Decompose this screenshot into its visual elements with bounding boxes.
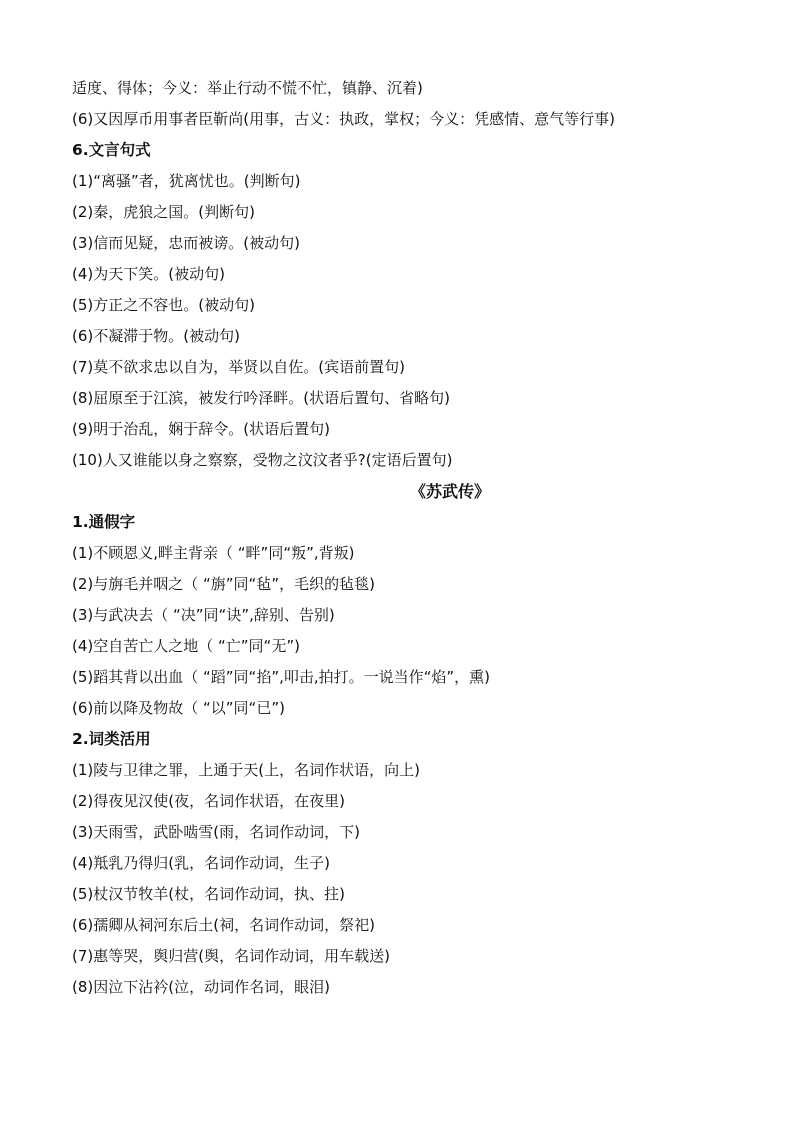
cilei-item: (5)杖汉节牧羊(杖，名词作动词，执、拄) bbox=[72, 885, 345, 903]
tongjia-item: (3)与武决去（ “决”同“诀”,辞别、告别) bbox=[72, 606, 335, 624]
tongjia-item: (5)蹈其背以出血（ “蹈”同“掐”,叩击,拍打。一说当作“焰”，熏) bbox=[72, 668, 491, 686]
syntax-item: (5)方正之不容也。(被动句) bbox=[72, 296, 255, 314]
cilei-item: (2)得夜见汉使(夜，名词作状语，在夜里) bbox=[72, 792, 345, 810]
text-line: (6)又因厚币用事者臣靳尚(用事，古义：执政，掌权；今义：凭感情、意气等行事) bbox=[72, 110, 615, 128]
syntax-item: (7)莫不欲求忠以自为，举贤以自佐。(宾语前置句) bbox=[72, 358, 405, 376]
syntax-item: (6)不凝滞于物。(被动句) bbox=[72, 327, 240, 345]
syntax-item: (2)秦，虎狼之国。(判断句) bbox=[72, 203, 255, 221]
syntax-item: (4)为天下笑。(被动句) bbox=[72, 265, 225, 283]
text-line: 适度、得体；今义：举止行动不慌不忙，镇静、沉着) bbox=[72, 79, 423, 97]
cilei-item: (1)陵与卫律之罪，上通于天(上，名词作状语，向上) bbox=[72, 761, 420, 779]
syntax-item: (3)信而见疑，忠而被谤。(被动句) bbox=[72, 234, 300, 252]
syntax-item: (10)人又谁能以身之察察，受物之汶汶者乎?(定语后置句) bbox=[72, 451, 453, 469]
section-heading-cilei: 2.词类活用 bbox=[72, 730, 151, 748]
tongjia-item: (4)空自苦亡人之地（ “亡”同“无”) bbox=[72, 637, 300, 655]
syntax-item: (9)明于治乱，娴于辞令。(状语后置句) bbox=[72, 420, 330, 438]
document-page bbox=[72, 73, 732, 1003]
tongjia-item: (2)与旃毛并咽之（ “旃”同“毡”，毛织的毡毯) bbox=[72, 575, 375, 593]
cilei-item: (6)孺卿从祠河东后土(祠，名词作动词，祭祀) bbox=[72, 916, 375, 934]
tongjia-item: (6)前以降及物故（ “以”同“已”) bbox=[72, 699, 285, 717]
section-heading-syntax: 6.文言句式 bbox=[72, 141, 151, 159]
section-heading-tongjia: 1.通假字 bbox=[72, 513, 136, 531]
tongjia-item: (1)不顾恩义,畔主背亲（ “畔”同“叛”,背叛) bbox=[72, 544, 355, 562]
syntax-item: (8)屈原至于江滨，被发行吟泽畔。(状语后置句、省略句) bbox=[72, 389, 450, 407]
cilei-item: (3)天雨雪，武卧啮雪(雨，名词作动词，下) bbox=[72, 823, 360, 841]
syntax-item: (1)“离骚”者，犹离忧也。(判断句) bbox=[72, 172, 301, 190]
cilei-item: (8)因泣下沾衿(泣，动词作名词，眼泪) bbox=[72, 978, 330, 996]
article-title: 《苏武传》 bbox=[409, 482, 490, 501]
cilei-item: (7)惠等哭，舆归营(舆，名词作动词，用车载送) bbox=[72, 947, 390, 965]
cilei-item: (4)羝乳乃得归(乳，名词作动词，生子) bbox=[72, 854, 330, 872]
